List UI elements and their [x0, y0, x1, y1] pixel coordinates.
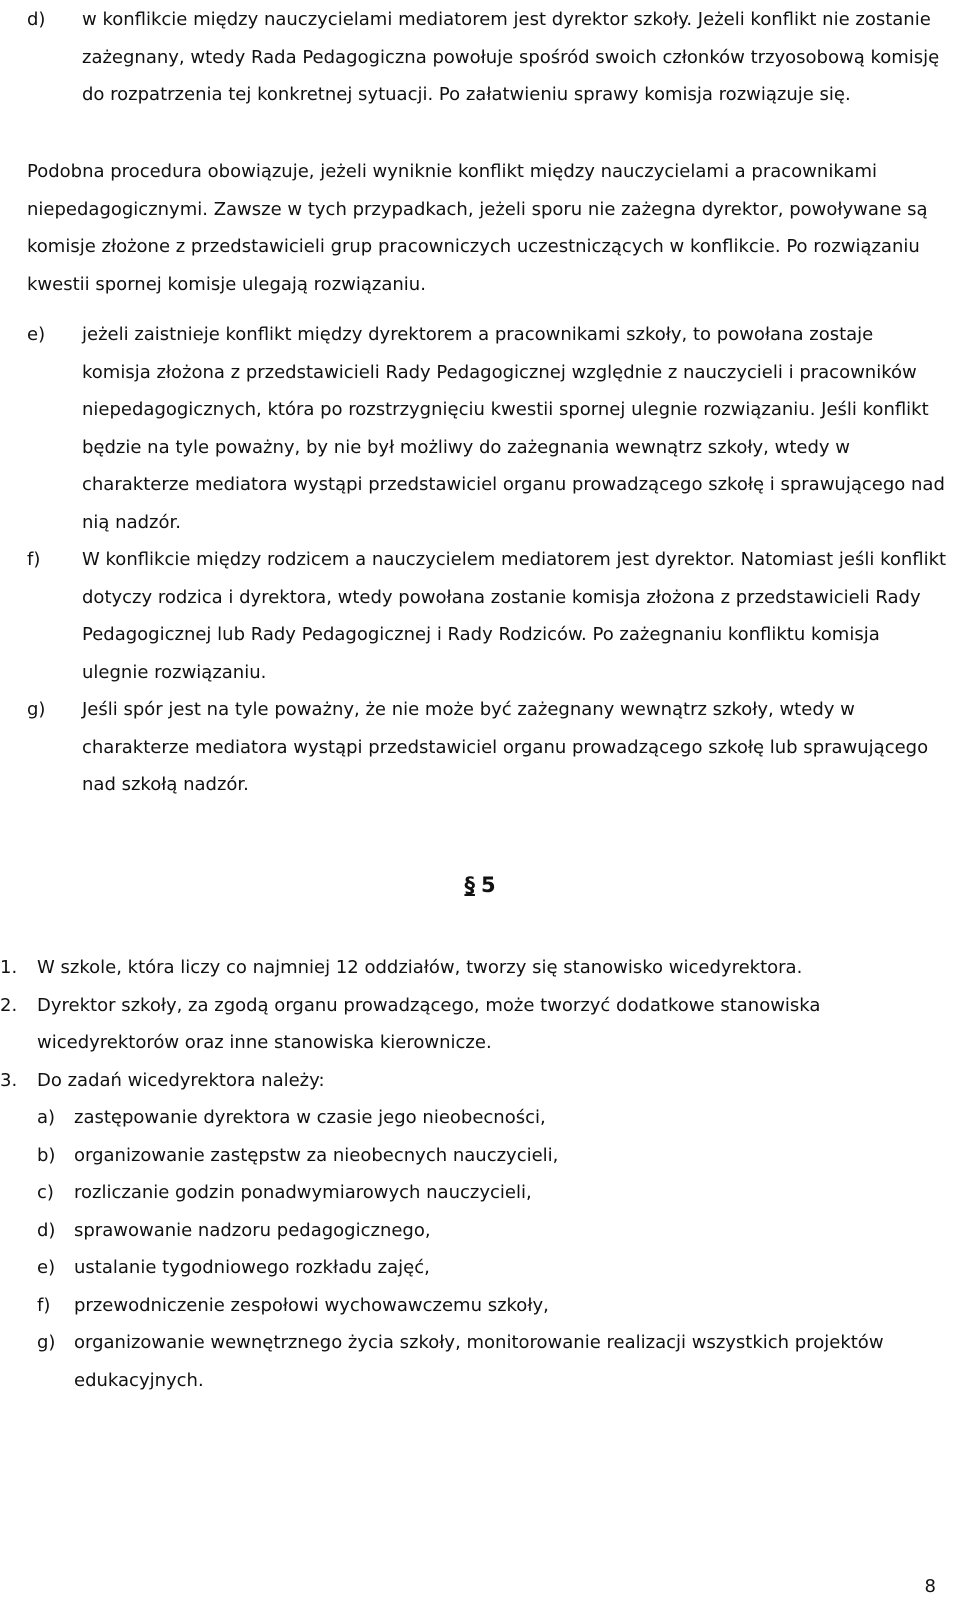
- list-marker: g): [37, 1332, 56, 1353]
- numbered-item-2: [0, 987, 947, 1062]
- duty-item: [37, 1212, 947, 1250]
- section-number: 5: [480, 873, 496, 897]
- list-item-text: W szkole, która liczy co najmniej 12 oddziałów, tworzy się stanowisko wicedyrektora.: [37, 957, 803, 978]
- list-item-f: [27, 541, 947, 691]
- list-efg: [27, 316, 947, 804]
- numbered-item-3: [0, 1062, 947, 1100]
- duty-item: [37, 1137, 947, 1175]
- paragraph-conflict-procedure: Podobna procedura obowiązuje, jeżeli wyniknie konflikt między nauczycielami a pracownikami niepedagogicznymi. Zawsze w tych przypadkach, jeżeli sporu nie zażegna dyrektor, powoływane są komisje złożone z przedstawicieli grup pracowniczych uczestniczących w konflikcie. Po rozwiązaniu kwestii spornej komisje ulegają rozwiązaniu.: [27, 161, 928, 295]
- list-marker: 2.: [0, 994, 18, 1016]
- duty-item: [37, 1099, 947, 1137]
- list-item-text: sprawowanie nadzoru pedagogicznego,: [74, 1219, 431, 1241]
- list-marker: b): [37, 1144, 56, 1166]
- section-heading: [0, 870, 960, 900]
- numbered-list: [0, 949, 947, 1099]
- list-item-text: w konflikcie między nauczycielami mediatorem jest dyrektor szkoły. Jeżeli konflikt nie zostanie zażegnany, wtedy Rada Pedagogiczna powołuje spośród swoich członków trzyosobową komisję do rozpatrzenia tej konkretnej sytuacji. Po załatwieniu sprawy komisja rozwiązuje się.: [82, 9, 940, 105]
- list-marker: d): [27, 9, 46, 30]
- list-marker: c): [37, 1182, 54, 1203]
- list-item-text: organizowanie zastępstw za nieobecnych nauczycieli,: [74, 1144, 559, 1166]
- list-marker: 3.: [0, 1069, 18, 1091]
- list-marker: e): [27, 324, 46, 345]
- list-marker: d): [37, 1219, 56, 1241]
- list-item-text: przewodniczenie zespołowi wychowawczemu szkoły,: [74, 1294, 549, 1316]
- duty-item: [37, 1324, 947, 1399]
- list-marker: a): [37, 1107, 56, 1128]
- list-item-text: Do zadań wicedyrektora należy:: [37, 1069, 325, 1091]
- list-item-d: [27, 1, 947, 114]
- list-item-text: rozliczanie godzin ponadwymiarowych nauczycieli,: [74, 1182, 532, 1203]
- list-item-text: zastępowanie dyrektora w czasie jego nieobecności,: [74, 1107, 546, 1128]
- list-marker: f): [37, 1294, 51, 1316]
- list-marker: g): [27, 699, 46, 720]
- list-item-text: W konflikcie między rodzicem a nauczycielem mediatorem jest dyrektor. Natomiast jeśli konflikt dotyczy rodzica i dyrektora, wtedy powołana zostanie komisja złożona z przedstawicieli Rady Pedagogicznej lub Rady Pedagogicznej i Rady Rodziców. Po zażegnaniu konfliktu komisja ulegnie rozwiązaniu.: [82, 549, 947, 683]
- page-number: 8: [924, 1576, 936, 1597]
- list-item-text: Jeśli spór jest na tyle poważny, że nie może być zażegnany wewnątrz szkoły, wtedy w charakterze mediatora wystąpi przedstawiciel organu prowadzącego szkołę lub sprawującego nad szkołą nadzór.: [82, 699, 929, 795]
- list-marker: 1.: [0, 957, 18, 978]
- list-item-text: jeżeli zaistnieje konflikt między dyrektorem a pracownikami szkoły, to powołana zostaje komisja złożona z przedstawicieli Rady Pedagogicznej względnie z nauczycieli i pracowników niepedagogicznych, która po rozstrzygnięciu kwestii spornej ulegnie rozwiązaniu. Jeśli konflikt będzie na tyle poważny, by nie był możliwy do zażegnania wewnątrz szkoły, wtedy w charakterze mediatora wystąpi przedstawiciel organu prowadzącego szkołę i sprawującego nad nią nadzór.: [82, 324, 945, 533]
- duty-item: [37, 1174, 947, 1212]
- list-item-text: ustalanie tygodniowego rozkładu zajęć,: [74, 1257, 430, 1278]
- section-sign: §: [464, 873, 475, 897]
- duty-item: [37, 1287, 947, 1325]
- list-item-g: [27, 691, 947, 804]
- list-item-text: organizowanie wewnętrznego życia szkoły, monitorowanie realizacji wszystkich projektów edukacyjnych.: [74, 1332, 884, 1391]
- list-item-text: Dyrektor szkoły, za zgodą organu prowadzącego, może tworzyć dodatkowe stanowiska wicedyrektorów oraz inne stanowiska kierownicze.: [37, 994, 821, 1053]
- numbered-item-1: [0, 949, 947, 987]
- duties-list: [37, 1099, 947, 1399]
- list-item: [27, 1, 947, 114]
- list-item-e: [27, 316, 947, 541]
- duty-item: [37, 1249, 947, 1287]
- list-marker: f): [27, 549, 41, 570]
- list-marker: e): [37, 1257, 56, 1278]
